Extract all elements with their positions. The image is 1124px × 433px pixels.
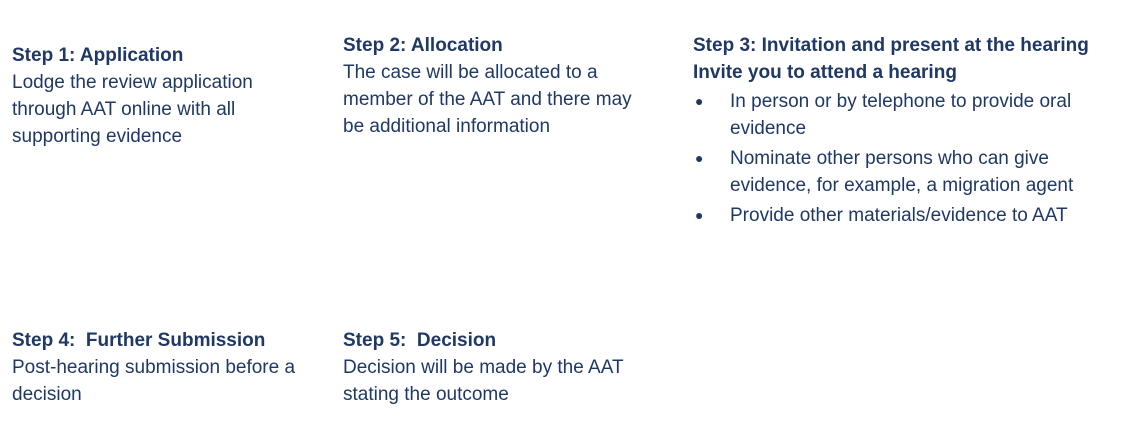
step-4-block xyxy=(12,327,312,408)
step-2-text: The case will be allocated to a member of the AAT and there may be additional information xyxy=(343,62,632,137)
step-5-block xyxy=(343,327,643,408)
bullet-item xyxy=(693,145,1118,199)
bullet-text: Nominate other persons who can give evidence, for example, a migration agent xyxy=(730,148,1074,196)
step-5-title: Step 5: Decision xyxy=(343,330,497,351)
bullet-icon: ● xyxy=(695,150,704,166)
step-5-text: Decision will be made by the AAT stating the outcome xyxy=(343,357,624,405)
bullet-icon: ● xyxy=(695,93,704,109)
step-4-title: Step 4: Further Submission xyxy=(12,330,266,351)
step-1-text: Lodge the review application through AAT online with all supporting evidence xyxy=(12,72,253,147)
bullet-item xyxy=(693,88,1118,142)
step-3-title: Step 3: Invitation and present at the hearing xyxy=(693,35,1089,56)
bullet-icon: ● xyxy=(695,207,704,223)
step-2-block xyxy=(343,32,643,140)
bullet-text: Provide other materials/evidence to AAT xyxy=(730,205,1068,226)
step-1-block xyxy=(12,42,312,150)
bullet-item xyxy=(693,202,1118,229)
step-1-title: Step 1: Application xyxy=(12,45,184,66)
bullet-text: In person or by telephone to provide oral evidence xyxy=(730,91,1072,139)
step-4-text: Post-hearing submission before a decision xyxy=(12,357,296,405)
step-3-bullet-list xyxy=(693,88,1118,229)
step-3-block xyxy=(693,32,1118,232)
step-3-subtitle: Invite you to attend a hearing xyxy=(693,62,957,83)
step-2-title: Step 2: Allocation xyxy=(343,35,503,56)
